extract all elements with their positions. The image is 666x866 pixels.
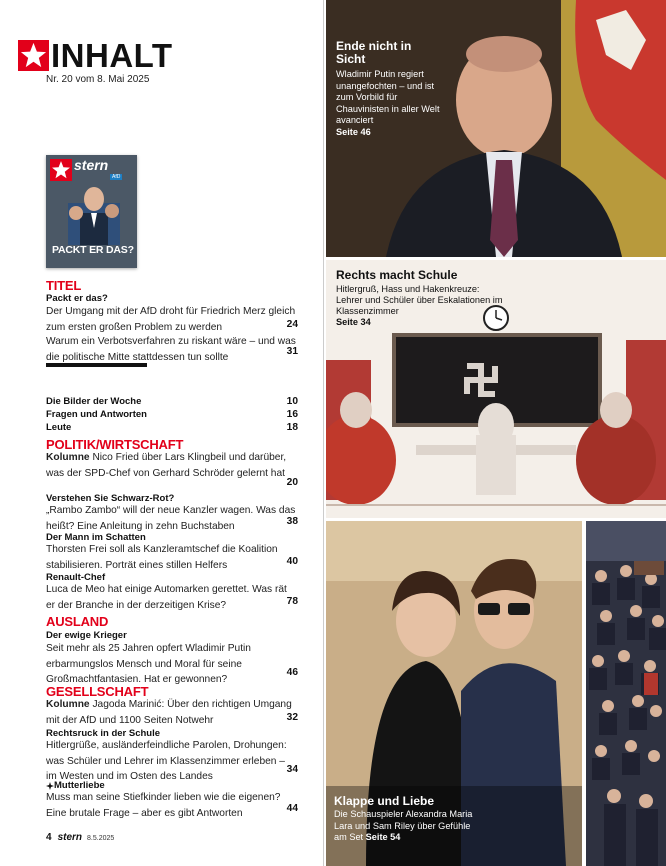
- contents-column: [0, 0, 318, 866]
- quick-item-3[interactable]: [46, 422, 296, 433]
- footer-page-number: 4: [46, 832, 52, 843]
- school-caption-head: Rechts macht Schule: [336, 268, 458, 282]
- cover-badge: AfD: [112, 174, 121, 180]
- footer-brand: stern: [57, 832, 83, 843]
- section-politik: POLITIK/WIRTSCHAFT: [46, 437, 184, 452]
- couple-caption-body: [334, 809, 484, 844]
- school-caption: [336, 268, 506, 327]
- ausland-item-1-page[interactable]: 46: [286, 667, 298, 678]
- gesellschaft-item-2-text[interactable]: Hitlergrüße, ausländerfeindliche Parolen, Drohungen: was Schüler und Lehrer im Klassenzimmer erleben – im Westen und im Osten des Landes: [46, 740, 287, 782]
- gesellschaft-item-3-text[interactable]: Muss man seine Stiefkinder lieben wie die eigenen? Eine brutale Frage – aber es gibt Antworten: [46, 792, 281, 819]
- school-caption-page[interactable]: Seite 34: [336, 317, 371, 327]
- section-ausland: AUSLAND: [46, 614, 109, 629]
- stern-star-icon: [18, 40, 49, 71]
- putin-caption-head: Ende nicht in Sicht: [336, 39, 412, 66]
- politik-item-1-head: Kolumne: [46, 452, 90, 463]
- photo-bundestag[interactable]: [586, 521, 666, 866]
- section-titel: TITEL: [46, 278, 82, 293]
- gesellschaft-item-1-page[interactable]: 32: [286, 712, 298, 723]
- gesellschaft-item-1-head: Kolumne: [46, 699, 90, 710]
- titel-item-1-page[interactable]: 24: [286, 319, 298, 330]
- couple-caption-head: Klappe und Liebe: [334, 794, 435, 808]
- politik-item-3-head: Der Mann im Schatten: [46, 532, 146, 543]
- putin-caption-page[interactable]: Seite 46: [336, 126, 371, 137]
- politik-item-4-text[interactable]: Luca de Meo hat einige Automarken gerettet. Was rät er der Branche in der derzeitigen Krise?: [46, 584, 287, 611]
- section-gesellschaft: GESELLSCHAFT: [46, 684, 149, 699]
- couple-caption-text: Die Schauspieler Alexandra Maria Lara und Sam Riley über Gefühle am Set: [334, 809, 473, 842]
- putin-caption: [336, 40, 441, 138]
- cover-headline: PACKT ER DAS?: [52, 244, 134, 256]
- ausland-item-1-text[interactable]: Seit mehr als 25 Jahren opfert Wladimir Putin erbarmungslos Mensch und Moral für seine Großmachtfantasien. Hat er gewonnen?: [46, 643, 251, 685]
- quick-item-2-page[interactable]: 16: [286, 409, 298, 420]
- ausland-item-1-head: Der ewige Krieger: [46, 630, 127, 641]
- couple-caption: [334, 795, 484, 844]
- politik-item-1-page[interactable]: 20: [286, 477, 298, 488]
- politik-item-3-page[interactable]: 40: [286, 556, 298, 567]
- gesellschaft-item-1-text: Jagoda Marinić: Über den richtigen Umgang mit der AfD und 1100 Seiten Notwehr: [46, 699, 292, 726]
- titel-item-1-text[interactable]: Der Umgang mit der AfD droht für Friedrich Merz gleich zum ersten großen Problem zu werden: [46, 306, 296, 333]
- column-divider: [323, 0, 324, 866]
- putin-caption-text: Wladimir Putin regiert unangefochten – und ist zum Vorbild für Chauvinisten in aller Welt avanciert: [336, 69, 440, 125]
- school-caption-text: Hitlergruß, Hass und Hakenkreuze: Lehrer und Schüler über Eskalationen im Klassenzimmer: [336, 284, 503, 316]
- gesellschaft-item-3-page[interactable]: 44: [286, 803, 298, 814]
- quick-item-3-label: Leute: [46, 422, 72, 433]
- titel-item-2-page[interactable]: 31: [286, 346, 298, 357]
- quick-item-1[interactable]: [46, 396, 296, 407]
- cover-star-icon: [50, 159, 72, 181]
- politik-item-2-text[interactable]: „Rambo Zambo“ will der neue Kanzler wagen. Was das heißt? Eine Anleitung in zehn Buchstaben: [46, 505, 296, 532]
- titel-head: Packt er das?: [46, 293, 108, 304]
- quick-item-2-label: Fragen und Antworten: [46, 409, 147, 420]
- bundestag-crowd-illustration: [586, 521, 666, 866]
- cover-brand: stern: [74, 157, 109, 173]
- issue-line: Nr. 20 vom 8. Mai 2025: [46, 74, 150, 85]
- gesellschaft-item-2-head: Rechtsruck in der Schule: [46, 728, 161, 739]
- politik-item-1-text: Nico Fried über Lars Klingbeil und darüber, was der SPD-Chef von Gerhard Schröder gelernt hat: [46, 452, 287, 479]
- gesellschaft-item-1[interactable]: [46, 697, 296, 728]
- stern-plus-icon: [46, 782, 54, 790]
- politik-item-1[interactable]: [46, 450, 296, 481]
- page-footer: [46, 832, 114, 843]
- politik-item-4-page[interactable]: 78: [286, 596, 298, 607]
- photo-couple[interactable]: [326, 521, 582, 866]
- photo-putin[interactable]: [326, 0, 666, 257]
- page-title: INHALT: [51, 37, 173, 74]
- cover-figure-illustration: [68, 183, 120, 245]
- titel-item-2-text[interactable]: Warum ein Verbotsverfahren zu riskant wäre – und was die politische Mitte stattdessen tun sollte: [46, 336, 296, 363]
- quick-item-2[interactable]: [46, 409, 296, 420]
- politik-item-2-head: Verstehen Sie Schwarz-Rot?: [46, 493, 175, 504]
- cover-thumbnail[interactable]: [46, 155, 137, 268]
- gesellschaft-item-3-head: Mutterliebe: [54, 780, 105, 791]
- couple-caption-page[interactable]: Seite 54: [365, 832, 401, 842]
- politik-item-4-head: Renault-Chef: [46, 572, 106, 583]
- gesellschaft-item-2-page[interactable]: 34: [286, 764, 298, 775]
- masthead: [18, 37, 173, 74]
- politik-item-2-page[interactable]: 38: [286, 516, 298, 527]
- quick-item-3-page[interactable]: 18: [286, 422, 298, 433]
- quick-item-1-label: Die Bilder der Woche: [46, 396, 142, 407]
- quick-item-1-page[interactable]: 10: [286, 396, 298, 407]
- footer-date: 8.5.2025: [87, 835, 115, 842]
- politik-item-3-text[interactable]: Thorsten Frei soll als Kanzleramtschef die Koalition stabilisieren. Porträt eines stillen Helfers: [46, 544, 278, 571]
- section-divider: [46, 363, 147, 367]
